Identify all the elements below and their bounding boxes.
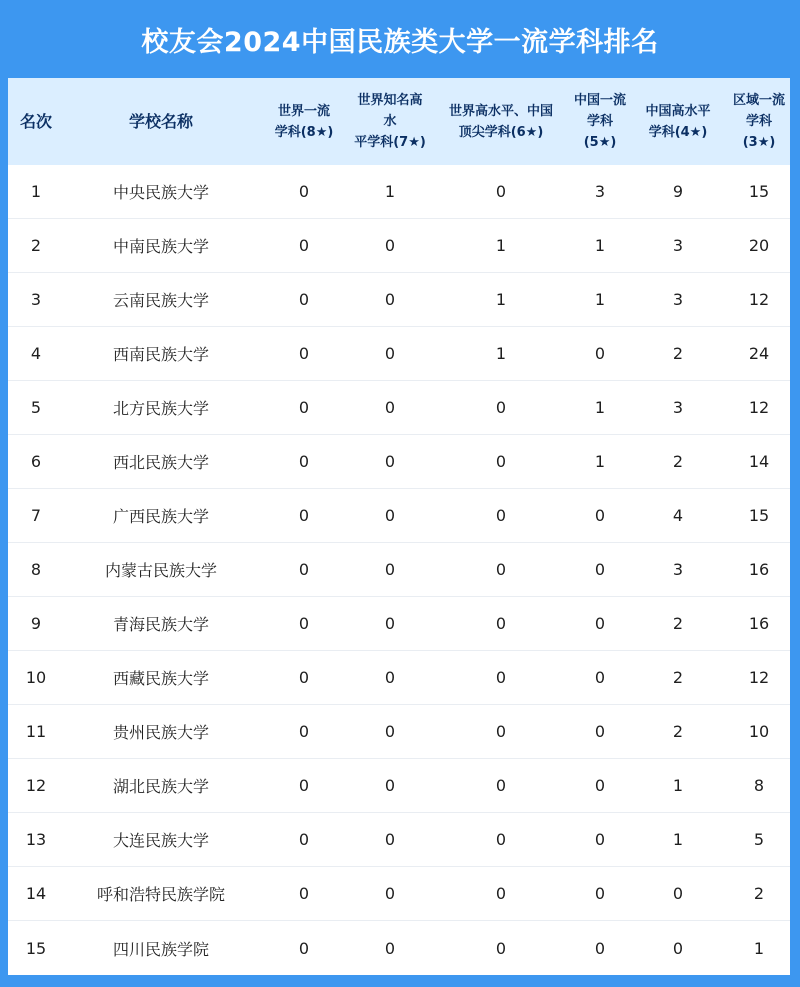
header-world-high-level-china-top — [430, 78, 572, 165]
table-row — [8, 381, 790, 435]
china-high-level-cell: 2 — [672, 722, 684, 741]
header-label: 世界高水平、中国 顶尖学科(6★) — [448, 103, 553, 140]
regional-first-class-cell: 2 — [753, 884, 765, 903]
header-world-first-class — [258, 78, 350, 165]
world-first-class-cell: 0 — [298, 938, 310, 958]
header-school-name — [64, 78, 258, 165]
china-high-level-cell: 9 — [672, 182, 684, 201]
header-label: 学校名称 — [128, 112, 193, 131]
regional-first-class-cell: 16 — [748, 614, 770, 633]
ranking-table — [8, 78, 790, 975]
rank-cell: 12 — [25, 776, 47, 795]
world-renowned-cell: 0 — [384, 506, 396, 525]
table-row — [8, 489, 790, 543]
rank-cell: 6 — [30, 452, 42, 471]
china-high-level-cell: 2 — [672, 668, 684, 687]
world-renowned-cell: 0 — [384, 614, 396, 633]
header-rank — [8, 78, 64, 165]
china-first-class-cell: 0 — [594, 614, 606, 633]
header-label: 世界一流 学科(8★) — [274, 103, 334, 140]
regional-first-class-cell: 5 — [753, 830, 765, 849]
china-high-level-cell: 3 — [672, 236, 684, 255]
rank-cell: 15 — [25, 938, 47, 958]
school-name-cell: 云南民族大学 — [112, 291, 209, 310]
world-high-level-cell: 0 — [495, 614, 507, 633]
china-high-level-cell: 2 — [672, 344, 684, 363]
regional-first-class-cell: 16 — [748, 560, 770, 579]
regional-first-class-cell: 15 — [748, 182, 770, 201]
world-high-level-cell: 0 — [495, 776, 507, 795]
world-first-class-cell: 0 — [298, 614, 310, 633]
china-high-level-cell: 0 — [672, 884, 684, 903]
school-name-cell: 湖北民族大学 — [112, 777, 209, 796]
world-high-level-cell: 0 — [495, 506, 507, 525]
world-high-level-cell: 0 — [495, 452, 507, 471]
china-first-class-cell: 3 — [594, 182, 606, 201]
china-high-level-cell: 3 — [672, 290, 684, 309]
world-renowned-cell: 0 — [384, 722, 396, 741]
world-high-level-cell: 0 — [495, 830, 507, 849]
world-renowned-cell: 0 — [384, 452, 396, 471]
world-high-level-cell: 0 — [495, 884, 507, 903]
table-header — [8, 78, 790, 165]
world-first-class-cell: 0 — [298, 560, 310, 579]
world-high-level-cell: 0 — [495, 182, 507, 201]
china-high-level-cell: 3 — [672, 560, 684, 579]
rank-cell: 13 — [25, 830, 47, 849]
school-name-cell: 内蒙古民族大学 — [104, 561, 217, 580]
school-name-cell: 西藏民族大学 — [112, 669, 209, 688]
header-label: 中国一流 学科(5★) — [574, 93, 627, 150]
world-renowned-cell: 0 — [384, 884, 396, 903]
school-name-cell: 西南民族大学 — [112, 345, 209, 364]
school-name-cell: 青海民族大学 — [112, 615, 209, 634]
world-high-level-cell: 1 — [495, 344, 507, 363]
regional-first-class-cell: 24 — [748, 344, 770, 363]
world-first-class-cell: 0 — [298, 722, 310, 741]
world-renowned-cell: 0 — [384, 398, 396, 417]
table-row — [8, 813, 790, 867]
rank-cell: 2 — [30, 236, 42, 255]
school-name-cell: 中央民族大学 — [112, 183, 209, 202]
world-high-level-cell: 0 — [495, 722, 507, 741]
china-first-class-cell: 1 — [594, 290, 606, 309]
school-name-cell: 西北民族大学 — [112, 453, 209, 472]
china-first-class-cell: 0 — [594, 938, 606, 958]
header-regional-first-class — [728, 78, 790, 165]
world-renowned-cell: 0 — [384, 938, 396, 958]
world-renowned-cell: 0 — [384, 668, 396, 687]
rank-cell: 11 — [25, 722, 47, 741]
school-name-cell: 贵州民族大学 — [112, 723, 209, 742]
china-first-class-cell: 0 — [594, 344, 606, 363]
china-high-level-cell: 0 — [672, 938, 684, 958]
china-high-level-cell: 3 — [672, 398, 684, 417]
world-first-class-cell: 0 — [298, 236, 310, 255]
world-high-level-cell: 0 — [495, 668, 507, 687]
rank-cell: 7 — [30, 506, 42, 525]
rank-cell: 1 — [30, 182, 42, 201]
table-row — [8, 921, 790, 975]
regional-first-class-cell: 20 — [748, 236, 770, 255]
china-high-level-cell: 1 — [672, 776, 684, 795]
regional-first-class-cell: 14 — [748, 452, 770, 471]
china-high-level-cell: 2 — [672, 614, 684, 633]
rank-cell: 4 — [30, 344, 42, 363]
world-first-class-cell: 0 — [298, 452, 310, 471]
header-label: 中国高水平 学科(4★) — [645, 103, 711, 140]
world-first-class-cell: 0 — [298, 506, 310, 525]
rank-cell: 3 — [30, 290, 42, 309]
regional-first-class-cell: 12 — [748, 290, 770, 309]
world-first-class-cell: 0 — [298, 290, 310, 309]
regional-first-class-cell: 1 — [753, 938, 765, 958]
world-renowned-cell: 0 — [384, 830, 396, 849]
school-name-cell: 四川民族学院 — [112, 939, 209, 959]
world-first-class-cell: 0 — [298, 884, 310, 903]
rank-cell: 8 — [30, 560, 42, 579]
china-first-class-cell: 1 — [594, 452, 606, 471]
table-row — [8, 273, 790, 327]
world-first-class-cell: 0 — [298, 668, 310, 687]
school-name-cell: 中南民族大学 — [112, 237, 209, 256]
header-label: 名次 — [19, 112, 52, 131]
world-first-class-cell: 0 — [298, 830, 310, 849]
rank-cell: 9 — [30, 614, 42, 633]
header-label: 区域一流 学科(3★) — [732, 93, 785, 150]
china-first-class-cell: 1 — [594, 398, 606, 417]
world-high-level-cell: 0 — [495, 938, 507, 958]
school-name-cell: 北方民族大学 — [112, 399, 209, 418]
header-label: 世界知名高水 平学科(7★) — [354, 93, 426, 150]
header-china-high-level — [628, 78, 728, 165]
world-high-level-cell: 0 — [495, 398, 507, 417]
regional-first-class-cell: 15 — [748, 506, 770, 525]
table-row — [8, 651, 790, 705]
rank-cell: 14 — [25, 884, 47, 903]
school-name-cell: 广西民族大学 — [112, 507, 209, 526]
rank-cell: 5 — [30, 398, 42, 417]
table-row — [8, 543, 790, 597]
world-high-level-cell: 1 — [495, 290, 507, 309]
page-title: 校友会2024中国民族类大学一流学科排名 — [141, 26, 659, 58]
regional-first-class-cell: 8 — [753, 776, 765, 795]
school-name-cell: 大连民族大学 — [112, 831, 209, 850]
school-name-cell: 呼和浩特民族学院 — [96, 885, 225, 904]
china-high-level-cell: 4 — [672, 506, 684, 525]
china-first-class-cell: 0 — [594, 560, 606, 579]
china-first-class-cell: 0 — [594, 776, 606, 795]
china-first-class-cell: 0 — [594, 668, 606, 687]
header-china-first-class — [572, 78, 628, 165]
china-first-class-cell: 0 — [594, 506, 606, 525]
table-row — [8, 597, 790, 651]
world-first-class-cell: 0 — [298, 776, 310, 795]
table-row — [8, 219, 790, 273]
regional-first-class-cell: 12 — [748, 668, 770, 687]
table-row — [8, 867, 790, 921]
table-row — [8, 435, 790, 489]
world-first-class-cell: 0 — [298, 398, 310, 417]
world-first-class-cell: 0 — [298, 344, 310, 363]
world-renowned-cell: 0 — [384, 776, 396, 795]
china-first-class-cell: 0 — [594, 884, 606, 903]
world-high-level-cell: 1 — [495, 236, 507, 255]
world-renowned-cell: 0 — [384, 236, 396, 255]
china-high-level-cell: 2 — [672, 452, 684, 471]
china-first-class-cell: 0 — [594, 722, 606, 741]
table-row — [8, 759, 790, 813]
world-first-class-cell: 0 — [298, 182, 310, 201]
regional-first-class-cell: 10 — [748, 722, 770, 741]
table-row — [8, 327, 790, 381]
world-renowned-cell: 0 — [384, 290, 396, 309]
china-first-class-cell: 0 — [594, 830, 606, 849]
rank-cell: 10 — [25, 668, 47, 687]
regional-first-class-cell: 12 — [748, 398, 770, 417]
world-renowned-cell: 0 — [384, 560, 396, 579]
world-renowned-cell: 0 — [384, 344, 396, 363]
china-high-level-cell: 1 — [672, 830, 684, 849]
world-renowned-cell: 1 — [384, 182, 396, 201]
table-row — [8, 705, 790, 759]
world-high-level-cell: 0 — [495, 560, 507, 579]
table-body — [8, 165, 790, 975]
header-world-renowned — [350, 78, 430, 165]
china-first-class-cell: 1 — [594, 236, 606, 255]
table-row — [8, 165, 790, 219]
